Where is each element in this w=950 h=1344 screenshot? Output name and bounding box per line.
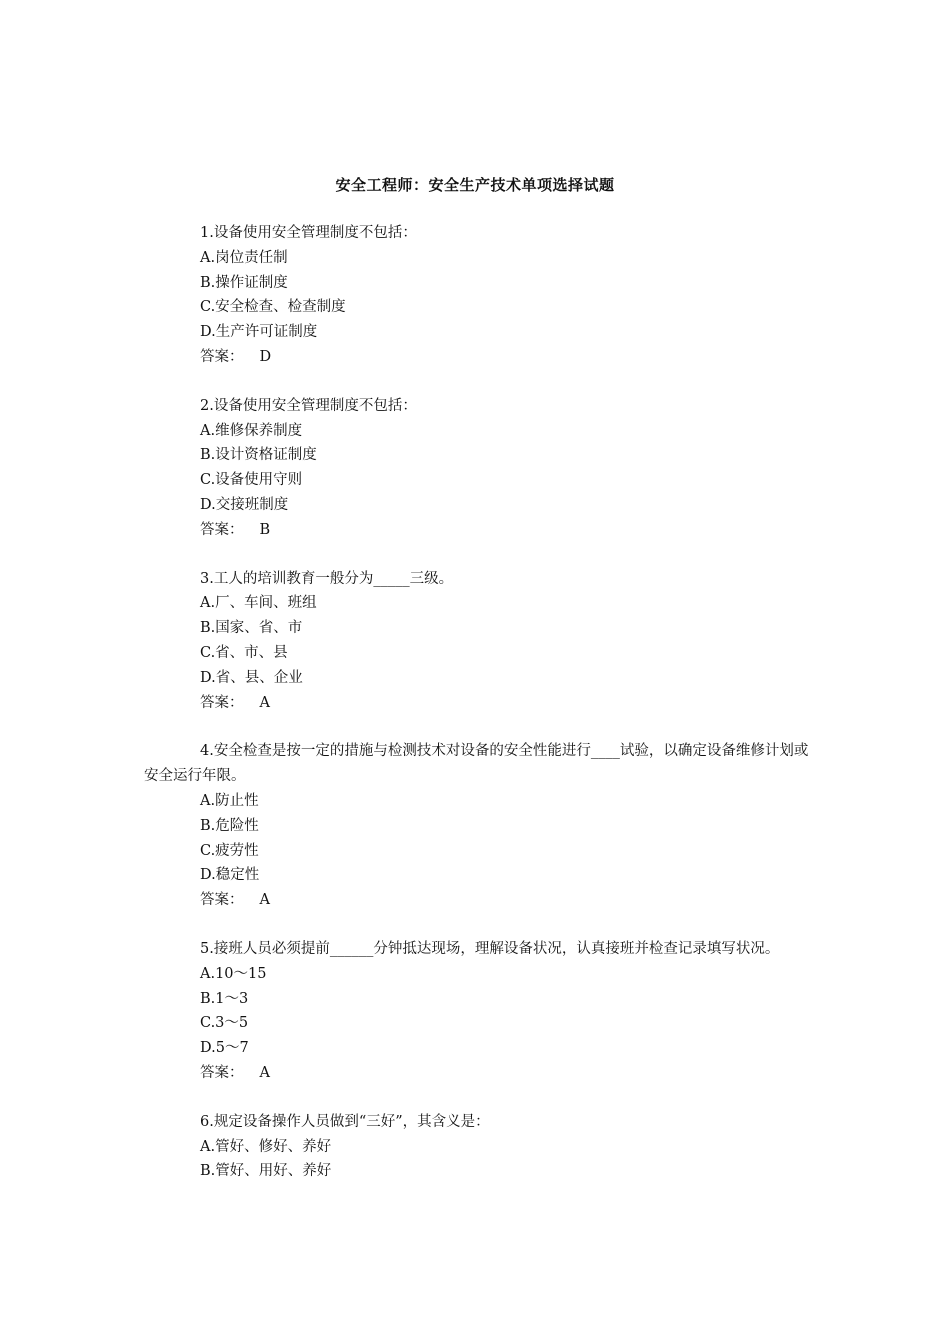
answer-value: A <box>259 892 270 909</box>
option-d: D.省、县、企业 <box>200 669 303 686</box>
answer-value: B <box>259 521 271 538</box>
option-d: D.5～7 <box>200 1040 249 1057</box>
option-d: D.稳定性 <box>200 867 260 884</box>
answer-value: D <box>259 348 272 365</box>
option-b: B.操作证制度 <box>200 274 288 291</box>
answer-line <box>144 1061 809 1086</box>
question-2 <box>144 394 809 543</box>
option-d: D.生产许可证制度 <box>200 324 318 341</box>
answer-value: A <box>259 1064 270 1081</box>
answer-label: 答案： <box>200 348 244 365</box>
option-c: C.疲劳性 <box>200 842 259 859</box>
answer-label: 答案： <box>200 694 244 711</box>
question-5 <box>144 937 809 1086</box>
option-b: B.管好、用好、养好 <box>200 1163 332 1180</box>
option-a: A.维修保养制度 <box>200 422 303 439</box>
option-a: A.防止性 <box>200 792 259 809</box>
option-c: C.省、市、县 <box>200 644 288 661</box>
option-d: D.交接班制度 <box>200 496 289 513</box>
question-list <box>144 221 809 1208</box>
option-c: C.设备使用守则 <box>200 472 303 489</box>
answer-line <box>144 345 809 370</box>
question-stem: 3.工人的培训教育一般分为_____三级。 <box>200 570 454 587</box>
option-a: A.管好、修好、养好 <box>200 1138 332 1155</box>
question-1 <box>144 221 809 370</box>
answer-label: 答案： <box>200 521 244 538</box>
option-b: B.1～3 <box>200 990 249 1007</box>
question-stem: 6.规定设备操作人员做到“三好”，其含义是： <box>200 1113 490 1130</box>
answer-label: 答案： <box>200 892 244 909</box>
answer-label: 答案： <box>200 1064 244 1081</box>
answer-line <box>144 518 809 543</box>
question-3 <box>144 567 809 716</box>
option-a: A.岗位责任制 <box>200 249 288 266</box>
question-stem: 2.设备使用安全管理制度不包括： <box>200 397 417 414</box>
question-stem: 1.设备使用安全管理制度不包括： <box>200 225 417 241</box>
option-b: B.国家、省、市 <box>200 620 303 637</box>
option-c: C.3～5 <box>200 1015 249 1032</box>
document-title: 安全工程师：安全生产技术单项选择试题 <box>335 176 615 194</box>
answer-value: A <box>259 694 270 711</box>
question-stem: 4.安全检查是按一定的措施与检测技术对设备的安全性能进行____试验，以确定设备维修计划或安全运行年限。 <box>144 743 809 785</box>
option-b: B.危险性 <box>200 817 259 834</box>
answer-line <box>144 691 809 716</box>
option-b: B.设计资格证制度 <box>200 447 317 464</box>
option-c: C.安全检查、检查制度 <box>200 299 346 316</box>
option-a: A.厂、车间、班组 <box>200 595 317 612</box>
question-4 <box>144 739 809 913</box>
option-a: A.10～15 <box>200 965 267 982</box>
answer-line <box>144 888 809 913</box>
question-6 <box>144 1110 809 1184</box>
question-stem: 5.接班人员必须提前______分钟抵达现场，理解设备状况，认真接班并检查记录填写状况。 <box>200 940 780 957</box>
